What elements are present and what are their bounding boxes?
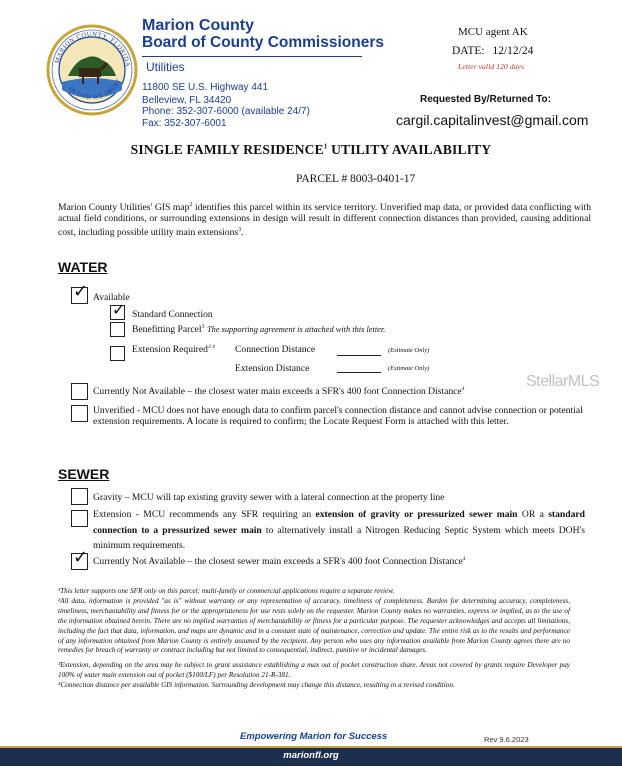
sewer-ext-part2: OR a <box>517 509 549 520</box>
agent-label: MCU agent AK <box>458 26 528 38</box>
water-standard-checkbox[interactable] <box>110 300 126 320</box>
county-seal <box>46 24 138 116</box>
water-benefitting-label: Benefitting Parcel <box>132 324 202 336</box>
water-not-available-label: Currently Not Available – the closest water main exceeds a SFR's 400 foot Connection Distance <box>93 386 462 398</box>
date-row <box>452 45 533 57</box>
intro-part2: identifies this parcel within its service territory. Unverified map data, or provided data conflicting with actual field conditions, or surrounding extensions in design will result in different connection distances than provided, causing additional cost, including possible utility main extensions <box>58 202 591 238</box>
water-unverified-label: Unverified - MCU does not have enough data to confirm parcel's connection distance and cannot advise connection or potential extension requirements. A locate is required to confirm; the Locate Request Form is attached with this letter. <box>93 405 583 428</box>
sewer-extension-checkbox[interactable] <box>71 510 88 527</box>
checkmark-icon: ✓ <box>112 300 126 319</box>
intro-sup2: 3 <box>238 226 242 233</box>
sewer-ext-bold2: standard connection to a pressurized sewer main <box>93 509 585 536</box>
date-label: DATE: <box>452 45 485 57</box>
footer-url[interactable]: marionfl.org <box>283 750 339 761</box>
title-rest: UTILITY AVAILABILITY <box>327 142 492 157</box>
ext-distance-estimate: (Estimate Only) <box>388 365 430 372</box>
footnote-4: ⁴Connection distance per available GIS information. Surrounding development may change this distance, resulting in a revised condition. <box>58 681 455 690</box>
footnote-1: ¹This letter supports one SFR only on this parcel; multi-family or commercial applications require a separate review. <box>58 587 395 595</box>
water-extension-sup: 3 4 <box>207 344 215 350</box>
seal-bottom-text: IN GOD WE TRUST <box>67 77 123 102</box>
intro-part1: Marion County Utilities' GIS map <box>58 202 190 214</box>
title-main: SINGLE FAMILY RESIDENCE <box>130 142 324 157</box>
conn-distance-label: Connection Distance <box>235 344 316 355</box>
footnote-3: ³Extension, depending on the area may be subject to grant assistance establishing a max out of pocket construction share. Areas not covered by grants require Developer pay 100% of water main extension out of pocket ($100/LF) per Resolution 21-R-381. <box>58 661 570 680</box>
parcel-label: PARCEL # <box>296 173 348 185</box>
water-extension-checkbox[interactable] <box>110 346 125 361</box>
sewer-ext-part1: Extension - MCU recommends any SFR requiring an <box>93 509 316 520</box>
sewer-not-available-label: Currently Not Available – the closest sewer main exceeds a SFR's 400 foot Connection Distance <box>93 556 463 568</box>
water-benefitting-note: The supporting agreement is attached with this letter. <box>206 325 386 335</box>
phone: Phone: 352-307-6000 (available 24/7) <box>142 106 310 117</box>
title-sup: 1 <box>323 142 328 151</box>
sewer-gravity-label: Gravity – MCU will tap existing gravity sewer with a lateral connection at the property line <box>93 492 445 503</box>
parcel-row <box>296 173 415 185</box>
water-unverified-checkbox[interactable] <box>71 405 88 422</box>
intro-sup: 2 <box>189 202 193 208</box>
checkmark-icon: ✓ <box>73 281 89 302</box>
parcel-value: 8003-0401-17 <box>350 173 416 185</box>
water-not-available-checkbox[interactable] <box>71 383 88 400</box>
sewer-not-available-checkbox[interactable] <box>71 547 89 570</box>
water-not-available-row <box>93 386 464 397</box>
org-name-line2: Board of County Commissioners <box>142 34 384 51</box>
footer-rev: Rev 9.6.2023 <box>484 735 529 744</box>
water-benefitting-checkbox[interactable] <box>110 322 125 337</box>
sewer-not-available-row <box>93 556 466 567</box>
sewer-not-available-sup: 4 <box>462 556 466 562</box>
address-line2: Belleview, FL 34420 <box>142 95 232 106</box>
dept-name: Utilities <box>146 60 185 74</box>
water-not-available-sup: 4 <box>461 386 465 392</box>
footer-slogan: Empowering Marion for Success <box>240 731 388 742</box>
stellarmls-watermark: StellarMLS <box>526 373 600 390</box>
fax: Fax: 352-307-6001 <box>142 118 227 129</box>
footnote-2: ²All data, information is provided "as is" without warranty or any representation of accuracy, timeliness of completeness. Burden for determining accuracy, completeness, timeliness, merchantability and fitness for or the appropriateness for use rests solely on the requester. Marion County makes no warranties, express or implied, as to the use of the information obtained herein. There are no implied warranties of merchantability or fitness for a particular purpose. The requester acknowledges and accepts all limitations, including the fact that data, information, and maps are dynamic and in a constant state of maintenance, correction and update. The entire risk as to the results and performance of any information obtained from Marion County is entirely assumed by the recipient. Any person who uses any information available from Marion County agrees there are no remedies for breach of warranty or contract including but not limited to consequential, indirect, punitive or incidental damages. <box>58 596 570 655</box>
sewer-gravity-checkbox[interactable] <box>71 488 88 505</box>
address-line1: 11800 SE U.S. Highway 441 <box>142 82 269 93</box>
conn-distance-field[interactable] <box>337 355 381 356</box>
water-heading: WATER <box>58 259 108 275</box>
valid-note: Letter valid 120 days <box>458 62 525 71</box>
date-value: 12/12/24 <box>492 45 534 57</box>
water-benefitting-row <box>132 324 385 335</box>
water-standard-label: Standard Connection <box>132 309 213 320</box>
ext-distance-field[interactable] <box>337 372 381 373</box>
document-title <box>0 142 622 158</box>
intro-end: . <box>241 226 244 238</box>
requested-email: cargil.capitalinvest@gmail.com <box>396 112 589 128</box>
requested-label: Requested By/Returned To: <box>420 94 551 105</box>
sewer-extension-label <box>93 507 585 554</box>
water-benefitting-sup: 3 <box>201 324 205 330</box>
header-rule <box>142 56 362 57</box>
ext-distance-label: Extension Distance <box>235 363 310 374</box>
sewer-heading: SEWER <box>58 466 110 482</box>
water-extension-label: Extension Required <box>132 344 208 356</box>
water-available-checkbox[interactable] <box>71 281 89 304</box>
sewer-ext-bold1: extension of gravity or pressurized sewer main <box>315 509 518 520</box>
sewer-ext-part3: to alternatively install a Nitrogen Reducing Septic System which meets DOH's minimum requirements. <box>93 524 585 551</box>
water-extension-row <box>132 344 215 355</box>
conn-distance-estimate: (Estimate Only) <box>388 347 430 354</box>
checkmark-icon: ✓ <box>73 547 89 568</box>
seal-top-text: MARION COUNTY, FLORIDA <box>53 30 131 68</box>
water-available-label: Available <box>93 292 130 303</box>
org-name-line1: Marion County <box>142 17 254 34</box>
footnotes <box>58 587 570 691</box>
intro-paragraph <box>58 200 591 238</box>
